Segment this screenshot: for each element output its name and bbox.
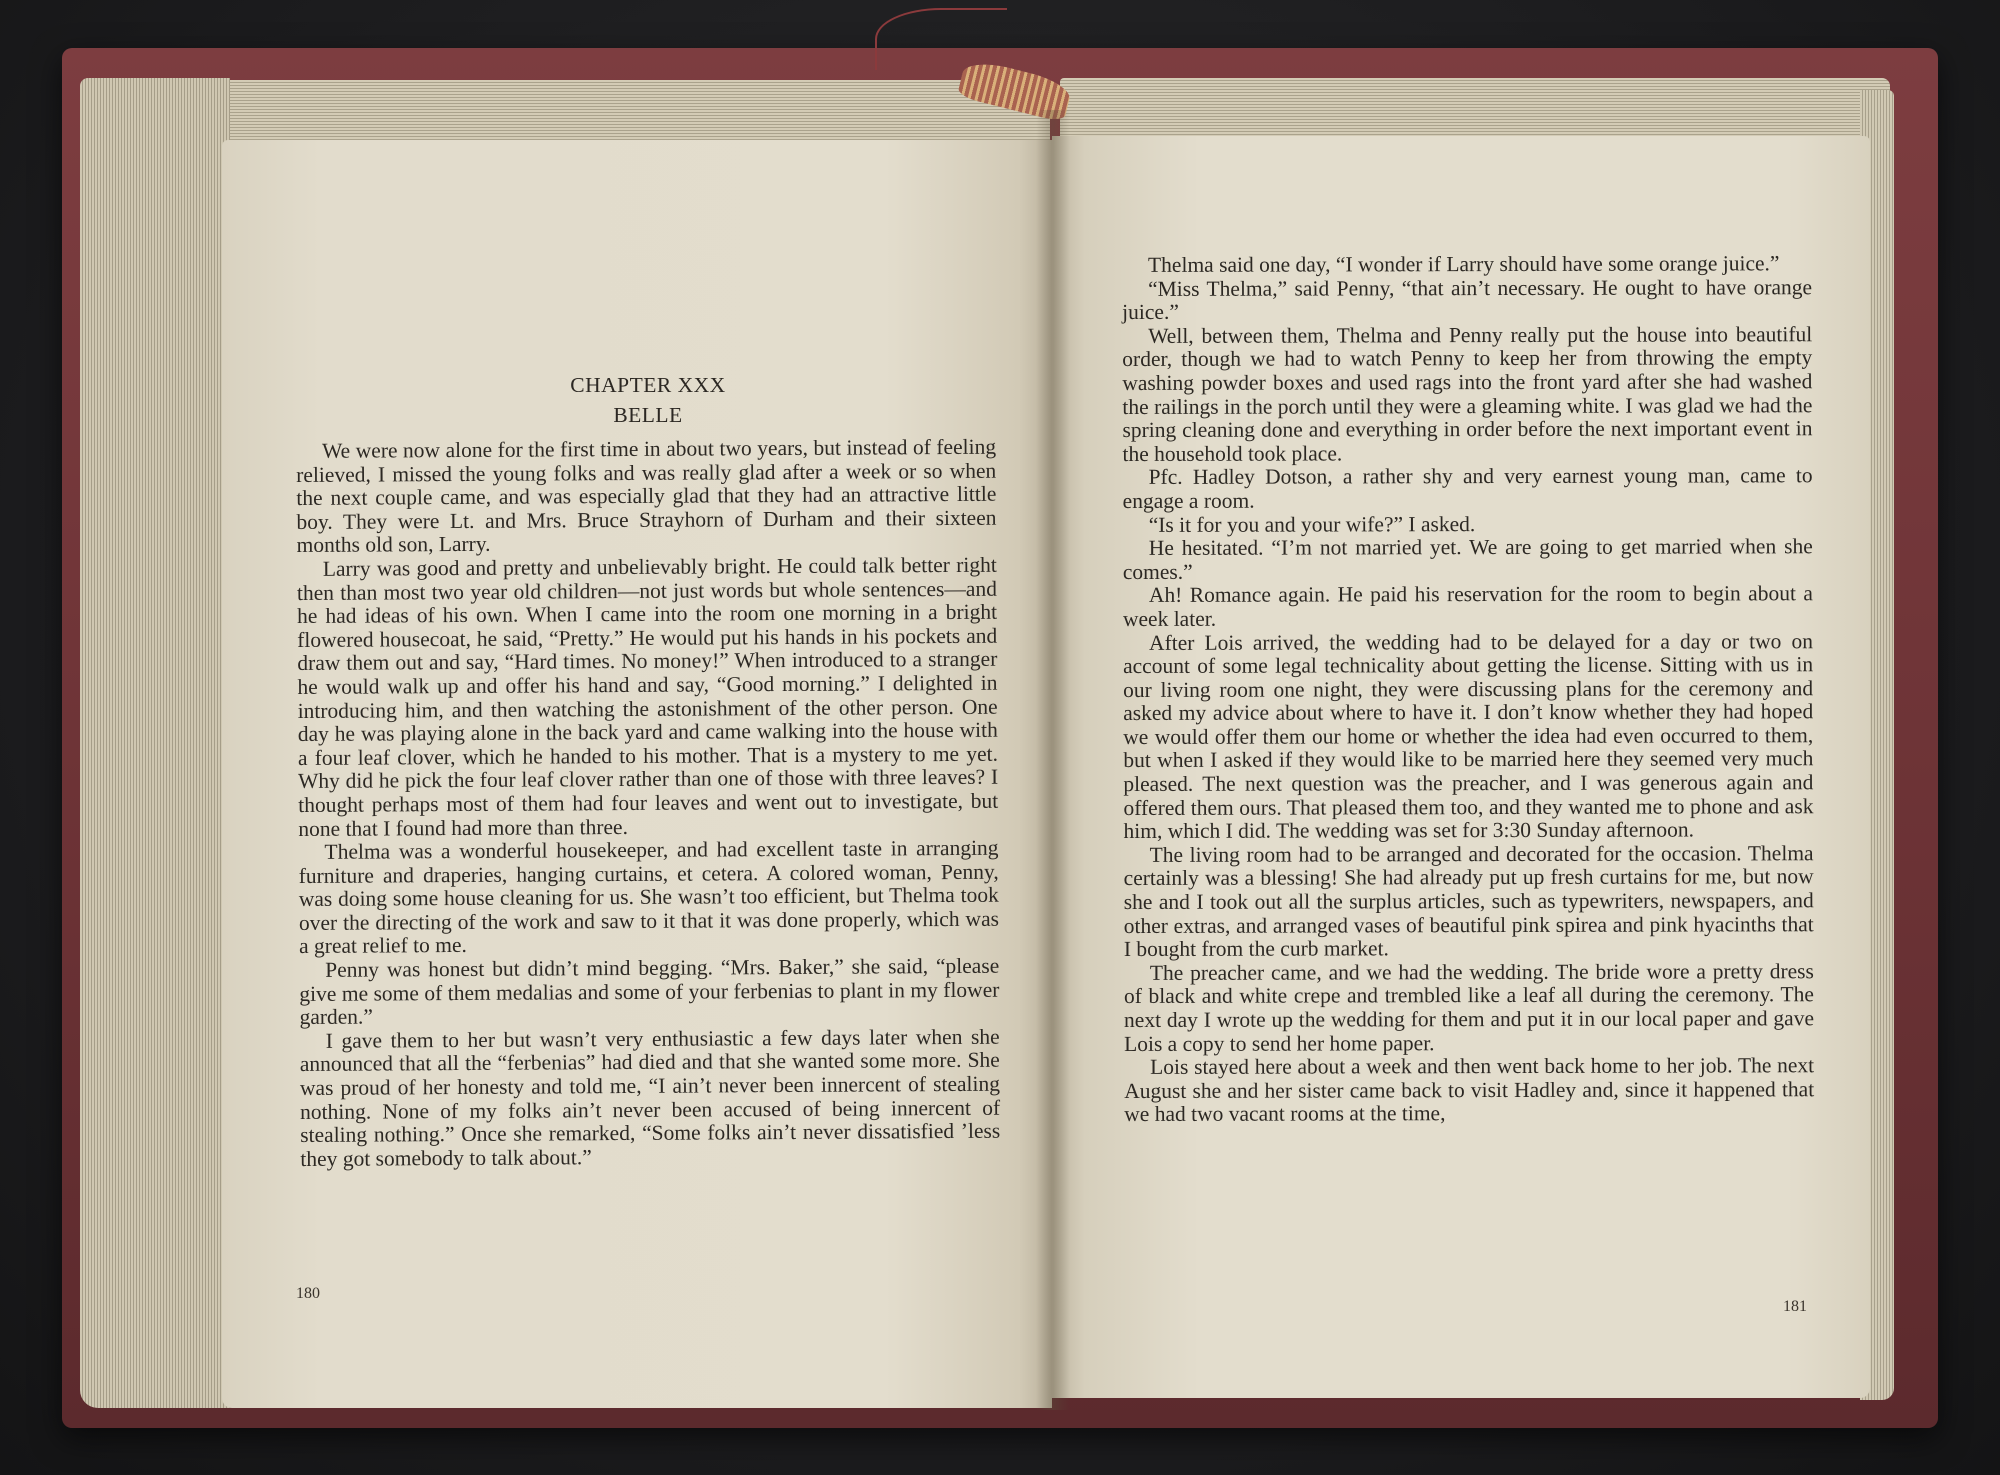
paragraph: Thelma said one day, “I wonder if Larry should have some orange juice.” (1147, 251, 1780, 277)
paragraph: After Lois arrived, the wedding had to be delayed for a day or two on account of some legal technicality about getting the license. Sitting with us in our living room one night, they were discussing plans for the ceremony and asked my advice about where to have it. I don’t know whether they had hoped we would offer them our home or whether the idea had even occurred to them, but when I asked if they would like to be married here they seemed very much pleased. The next question was the preacher, and I was generous again and offered them ours. That pleased them too, and they wanted me to phone and ask him, which I did. The wedding was set for 3:30 Sunday afternoon. (1123, 628, 1814, 844)
paragraph: Penny was honest but didn’t mind begging. “Mrs. Baker,” she said, “please give me some of them medalias and some of your ferbenias to plant in my flower garden.” (299, 953, 1000, 1030)
page-number-left: 180 (296, 1285, 320, 1302)
paragraph: The preacher came, and we had the wedding. The bride wore a pretty dress of black and white crepe and trembled like a leaf all during the ceremony. The next day I wrote up the wedding for them and put it in our local paper and gave Lois a copy to send her home paper. (1123, 959, 1815, 1056)
chapter-heading: CHAPTER XXX (570, 373, 726, 397)
right-page-text (1122, 252, 1814, 1127)
paragraph: The living room had to be arranged and decorated for the occasion. Thelma certainly was a blessing! She had already put up fresh curtains for me, but now she and I took out all the surplus articles, such as typewriters, newspapers, and other extras, and arranged vases of beautiful pink spirea and pink hyacinths that I bought from the curb market. (1123, 841, 1814, 962)
paragraph: “Miss Thelma,” said Penny, “that ain’t necessary. He ought to have orange juice.” (1122, 274, 1813, 325)
left-page-text (296, 436, 1000, 1172)
paragraph: Larry was good and pretty and unbelievably bright. He could talk better right then than most two year old children—not just words but whole sentences—and he had ideas of his own. When I came into the room one morning in a bright flowered housecoat, he said, “Pretty.” He would put his hands in his pockets and draw them out and say, “Hard times. No money!” When introduced to a stranger he would walk up and offer his hand and say, “Good morning.” I delighted in introducing him, and then watching the astonishment of the other person. One day he was playing alone in the back yard and came walking into the house with a four leaf clover, which he handed to his mother. That is a mystery to me yet. Why did he pick the four leaf clover rather than one of those with three leaves? I thought perhaps most of them had four leaves and went out to investigate, but none that I found had more than three. (296, 552, 999, 841)
loose-thread (875, 8, 1007, 70)
book-gutter (1036, 110, 1070, 1410)
paragraph: Thelma was a wonderful housekeeper, and had excellent taste in arranging furniture and draperies, hanging curtains, et cetera. A colored woman, Penny, was doing some house cleaning for us. She wasn’t too efficient, but Thelma took over the directing of the work and saw to it that it was done properly, which was a great relief to me. (298, 835, 1000, 959)
paragraph: Well, between them, Thelma and Penny really put the house into beautiful order, though we had to watch Penny to keep her from throwing the empty washing powder boxes and used rags into the front yard after she had washed the railings in the porch until they were a gleaming white. I was glad we had the spring cleaning done and everything in order before the next important event in the household took place. (1122, 321, 1813, 466)
page-number-right: 181 (1783, 1298, 1807, 1315)
paragraph: I gave them to her but wasn’t very enthusiastic a few days later when she announced that all the “ferbenias” had died and that she wanted some more. She was proud of her honesty and told me, “I ain’t never been innercent of stealing nothing. None of my folks ain’t never been accused of being innercent of stealing nothing.” Once she remarked, “Some folks ain’t never dissatisfied ’less they got somebody to talk about.” (299, 1024, 1001, 1171)
page-edges-left (80, 78, 230, 1408)
paragraph: Pfc. Hadley Dotson, a rather shy and very earnest young man, came to engage a room. (1122, 463, 1813, 513)
chapter-title: BELLE (613, 403, 683, 427)
paragraph: Lois stayed here about a week and then went back home to her job. The next August she and her sister came back to visit Hadley and, since it happened that we had two vacant rooms at the time, (1124, 1053, 1815, 1127)
page-edges-top-right (1060, 78, 1890, 138)
paragraph: We were now alone for the first time in about two years, but instead of feeling relieved, I missed the young folks and was really glad after a week or so when the next couple came, and was especially glad that they had an attractive little boy. They were Lt. and Mrs. Bruce Strayhorn of Durham and their sixteen months old son, Larry. (296, 434, 997, 558)
paragraph: Ah! Romance again. He paid his reservation for the room to begin about a week later. (1122, 581, 1813, 631)
paragraph: “Is it for you and your wife?” I asked. (1148, 511, 1476, 537)
chapter-header (448, 370, 848, 430)
paragraph: He hesitated. “I’m not married yet. We are going to get married when she comes.” (1122, 534, 1813, 584)
